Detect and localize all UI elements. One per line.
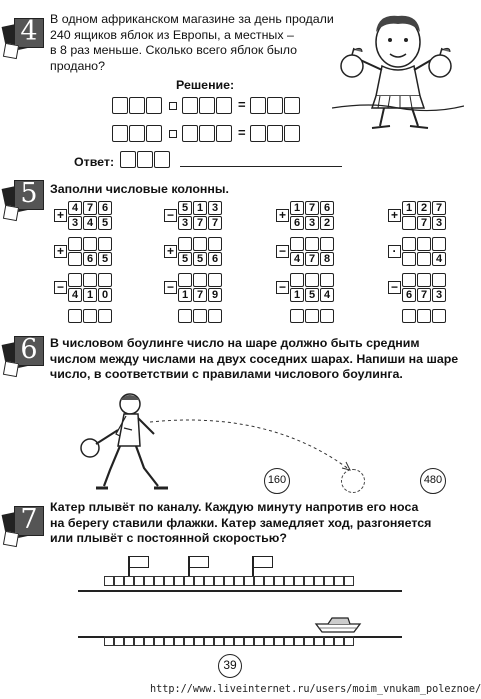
digit-cell[interactable]: [83, 273, 97, 287]
digit-cell[interactable]: [193, 309, 207, 323]
solution-row-1-result[interactable]: [250, 97, 301, 114]
column-3-row-3: [290, 237, 335, 251]
top-bank-cell[interactable]: [204, 576, 214, 586]
digit-cell: 5: [98, 252, 112, 266]
solution-label: Решение:: [176, 78, 235, 92]
digit-cell[interactable]: [98, 237, 112, 251]
top-bank-cell[interactable]: [144, 576, 154, 586]
digit-cell[interactable]: [305, 273, 319, 287]
bottom-bank-cell[interactable]: [124, 636, 134, 646]
digit-cell: 3: [305, 216, 319, 230]
answer-cells[interactable]: [120, 151, 171, 168]
bottom-bank-cell[interactable]: [194, 636, 204, 646]
task-7-text: Катер плывёт по каналу. Каждую минуту напротив его носа на берегу ставили флажки. Катер замедляет ход, разгоняется или плывёт с постоянной скоростью?: [50, 500, 432, 545]
digit-cell: 1: [290, 201, 304, 215]
digit-cell[interactable]: [68, 252, 82, 266]
bottom-bank-cell[interactable]: [224, 636, 234, 646]
solution-row-1-equals: =: [238, 97, 246, 112]
bowling-ball-160: 160: [264, 468, 290, 494]
bottom-bank-cell[interactable]: [184, 636, 194, 646]
bowling-ball-empty[interactable]: [341, 469, 365, 493]
column-3-row-7: [290, 309, 335, 323]
task-7-number: 7: [20, 504, 38, 535]
digit-cell: 6: [402, 288, 416, 302]
digit-cell[interactable]: [432, 273, 446, 287]
bottom-bank-cell[interactable]: [114, 636, 124, 646]
digit-cell[interactable]: [178, 273, 192, 287]
column-1-row-6: [68, 288, 113, 302]
top-bank-cell[interactable]: [234, 576, 244, 586]
digit-cell: 6: [208, 252, 222, 266]
column-2-operator-3: −: [164, 281, 177, 294]
bottom-bank-cell[interactable]: [264, 636, 274, 646]
column-2-row-7: [178, 309, 223, 323]
digit-cell[interactable]: [208, 273, 222, 287]
column-2-row-6: [178, 288, 223, 302]
top-bank-cell[interactable]: [314, 576, 324, 586]
task-5-title: Заполни числовые колонны.: [50, 182, 229, 196]
digit-cell: 4: [432, 252, 446, 266]
digit-cell: 5: [98, 216, 112, 230]
solution-row-1-operand-1[interactable]: [112, 97, 163, 114]
column-4-row-6: [402, 288, 447, 302]
task-6-number: 6: [20, 334, 38, 365]
task-4-text: В одном африканском магазине за день продали 240 ящиков яблок из Европы, а местных – в 8 раз меньше. Сколько всего яблок было продано?: [50, 12, 334, 73]
bottom-bank-cell[interactable]: [154, 636, 164, 646]
digit-cell: 7: [417, 216, 431, 230]
digit-cell[interactable]: [178, 237, 192, 251]
digit-cell: 9: [208, 288, 222, 302]
digit-cell: 1: [402, 201, 416, 215]
digit-cell: 6: [98, 201, 112, 215]
bottom-bank-cell[interactable]: [304, 636, 314, 646]
solution-row-2-equals: =: [238, 125, 246, 140]
column-1-row-4: [68, 252, 113, 266]
bottom-bank-cell[interactable]: [254, 636, 264, 646]
digit-cell[interactable]: [208, 237, 222, 251]
digit-cell[interactable]: [402, 273, 416, 287]
bottom-bank-cell[interactable]: [314, 636, 324, 646]
column-2-operator-1: −: [164, 209, 177, 222]
digit-cell: 2: [417, 201, 431, 215]
top-bank-cell[interactable]: [114, 576, 124, 586]
digit-cell[interactable]: [402, 252, 416, 266]
answer-line[interactable]: [180, 166, 342, 167]
top-bank-cell[interactable]: [104, 576, 114, 586]
digit-cell[interactable]: [417, 309, 431, 323]
digit-cell: 4: [68, 201, 82, 215]
digit-cell[interactable]: [290, 273, 304, 287]
digit-cell: 7: [305, 201, 319, 215]
digit-cell: 3: [68, 216, 82, 230]
column-4-row-5: [402, 273, 447, 287]
column-1-row-2: [68, 216, 113, 230]
solution-row-2-operand-1[interactable]: [112, 125, 163, 142]
solution-row-1-operator[interactable]: [169, 102, 177, 110]
column-1-row-3: [68, 237, 113, 251]
digit-cell[interactable]: [98, 309, 112, 323]
boat-icon: [314, 612, 364, 634]
top-bank-cell[interactable]: [154, 576, 164, 586]
column-4-row-4: [402, 252, 447, 266]
top-bank-cell[interactable]: [294, 576, 304, 586]
column-2-row-1: [178, 201, 223, 215]
digit-cell: 1: [83, 288, 97, 302]
bottom-bank-cell[interactable]: [214, 636, 224, 646]
digit-cell[interactable]: [417, 237, 431, 251]
column-4-operator-3: −: [388, 281, 401, 294]
column-3-row-6: [290, 288, 335, 302]
top-bank-cell[interactable]: [344, 576, 354, 586]
digit-cell: 4: [290, 252, 304, 266]
column-4-row-2: [402, 216, 447, 230]
bottom-bank-cell[interactable]: [244, 636, 254, 646]
column-4-operator-1: +: [388, 209, 401, 222]
solution-row-2-operand-2[interactable]: [182, 125, 233, 142]
top-bank-cell[interactable]: [274, 576, 284, 586]
bottom-bank-cell[interactable]: [174, 636, 184, 646]
column-3-row-5: [290, 273, 335, 287]
digit-cell: 4: [68, 288, 82, 302]
top-bank-cell[interactable]: [174, 576, 184, 586]
column-1-operator-2: +: [54, 245, 67, 258]
digit-cell: 7: [193, 288, 207, 302]
bottom-bank-cell[interactable]: [334, 636, 344, 646]
column-2-row-2: [178, 216, 223, 230]
digit-cell[interactable]: [193, 237, 207, 251]
column-3-row-2: [290, 216, 335, 230]
top-bank-cell[interactable]: [124, 576, 134, 586]
top-bank-cell[interactable]: [324, 576, 334, 586]
column-3-operator-2: −: [276, 245, 289, 258]
digit-cell[interactable]: [402, 216, 416, 230]
solution-row-1-operand-2[interactable]: [182, 97, 233, 114]
top-bank-cell[interactable]: [264, 576, 274, 586]
digit-cell[interactable]: [417, 273, 431, 287]
column-2-operator-2: +: [164, 245, 177, 258]
digit-cell: 6: [83, 252, 97, 266]
solution-row-2-operator[interactable]: [169, 130, 177, 138]
digit-cell[interactable]: [83, 309, 97, 323]
digit-cell: 7: [208, 216, 222, 230]
bottom-bank-cell[interactable]: [204, 636, 214, 646]
digit-cell[interactable]: [432, 237, 446, 251]
flag-2: [189, 556, 209, 568]
task-6-badge: [4, 336, 48, 380]
column-3-row-1: [290, 201, 335, 215]
digit-cell[interactable]: [320, 309, 334, 323]
task-4-number: 4: [20, 16, 38, 47]
top-bank-cell[interactable]: [334, 576, 344, 586]
digit-cell[interactable]: [68, 273, 82, 287]
digit-cell[interactable]: [178, 309, 192, 323]
column-4-row-7: [402, 309, 447, 323]
digit-cell: 7: [193, 216, 207, 230]
digit-cell[interactable]: [208, 309, 222, 323]
top-bank-cell[interactable]: [224, 576, 234, 586]
digit-cell[interactable]: [402, 237, 416, 251]
digit-cell: 4: [83, 216, 97, 230]
bottom-bank-cell[interactable]: [144, 636, 154, 646]
ball-trajectory: [150, 400, 360, 480]
digit-cell: 0: [98, 288, 112, 302]
column-1-operator-1: +: [54, 209, 67, 222]
digit-cell: 6: [320, 201, 334, 215]
digit-cell[interactable]: [68, 237, 82, 251]
bottom-bank-cell[interactable]: [274, 636, 284, 646]
column-3-row-4: [290, 252, 335, 266]
boy-with-apples-illustration: [332, 8, 464, 138]
page-number: 39: [218, 654, 242, 678]
digit-cell[interactable]: [417, 252, 431, 266]
digit-cell[interactable]: [68, 309, 82, 323]
task-6-text: В числовом боулинге число на шаре должно быть средним числом между числами на двух соседних шарах. Напиши на шаре число, в соответствии с правилами числового боулинга.: [50, 336, 459, 381]
top-bank-cell[interactable]: [284, 576, 294, 586]
digit-cell[interactable]: [305, 237, 319, 251]
bottom-bank-cell[interactable]: [324, 636, 334, 646]
top-bank-cell[interactable]: [254, 576, 264, 586]
digit-cell[interactable]: [83, 237, 97, 251]
top-bank-cell[interactable]: [194, 576, 204, 586]
top-bank-cell[interactable]: [304, 576, 314, 586]
digit-cell[interactable]: [290, 237, 304, 251]
column-1-row-7: [68, 309, 113, 323]
digit-cell: 4: [320, 288, 334, 302]
digit-cell[interactable]: [290, 309, 304, 323]
column-1-row-5: [68, 273, 113, 287]
bottom-bank-cell[interactable]: [344, 636, 354, 646]
column-4-operator-2: ·: [388, 245, 401, 258]
bowling-ball-480: 480: [420, 468, 446, 494]
digit-cell: 3: [432, 216, 446, 230]
answer-label: Ответ:: [74, 155, 115, 169]
digit-cell[interactable]: [402, 309, 416, 323]
digit-cell: 1: [290, 288, 304, 302]
top-bank-cell[interactable]: [244, 576, 254, 586]
digit-cell: 8: [320, 252, 334, 266]
digit-cell: 7: [417, 288, 431, 302]
flag-1: [129, 556, 149, 568]
canal-top-bank: [78, 590, 402, 592]
task-5-badge: [4, 180, 48, 224]
digit-cell: 1: [178, 288, 192, 302]
digit-cell: 5: [193, 252, 207, 266]
column-2-row-4: [178, 252, 223, 266]
digit-cell[interactable]: [432, 309, 446, 323]
task-5-number: 5: [20, 178, 38, 209]
digit-cell: 6: [290, 216, 304, 230]
column-3-operator-3: −: [276, 281, 289, 294]
bottom-bank-cell[interactable]: [134, 636, 144, 646]
digit-cell[interactable]: [305, 309, 319, 323]
digit-cell: 7: [432, 201, 446, 215]
digit-cell: 3: [432, 288, 446, 302]
column-4-row-3: [402, 237, 447, 251]
bottom-bank-cell[interactable]: [234, 636, 244, 646]
task-4-badge: [4, 18, 48, 62]
top-bank-cell[interactable]: [214, 576, 224, 586]
bottom-bank-cell[interactable]: [164, 636, 174, 646]
top-bank-cell[interactable]: [134, 576, 144, 586]
digit-cell: 5: [178, 252, 192, 266]
digit-cell: 1: [193, 201, 207, 215]
digit-cell: 2: [320, 216, 334, 230]
digit-cell: 3: [208, 201, 222, 215]
bottom-bank-cell[interactable]: [104, 636, 114, 646]
digit-cell: 3: [178, 216, 192, 230]
digit-cell: 7: [305, 252, 319, 266]
digit-cell[interactable]: [320, 273, 334, 287]
top-bank-cell[interactable]: [184, 576, 194, 586]
digit-cell[interactable]: [320, 237, 334, 251]
column-3-operator-1: +: [276, 209, 289, 222]
digit-cell: 5: [178, 201, 192, 215]
digit-cell[interactable]: [98, 273, 112, 287]
footer-url: http://www.liveinternet.ru/users/moim_vnukam_poleznoe/: [150, 684, 481, 695]
digit-cell: 7: [83, 201, 97, 215]
flag-3: [253, 556, 273, 568]
top-bank-cell[interactable]: [164, 576, 174, 586]
solution-row-2-result[interactable]: [250, 125, 301, 142]
column-1-operator-3: −: [54, 281, 67, 294]
column-1-row-1: [68, 201, 113, 215]
column-4-row-1: [402, 201, 447, 215]
column-2-row-3: [178, 237, 223, 251]
bottom-bank-cell[interactable]: [284, 636, 294, 646]
digit-cell: 5: [305, 288, 319, 302]
bottom-bank-cell[interactable]: [294, 636, 304, 646]
digit-cell[interactable]: [193, 273, 207, 287]
task-7-badge: [4, 506, 48, 550]
column-2-row-5: [178, 273, 223, 287]
